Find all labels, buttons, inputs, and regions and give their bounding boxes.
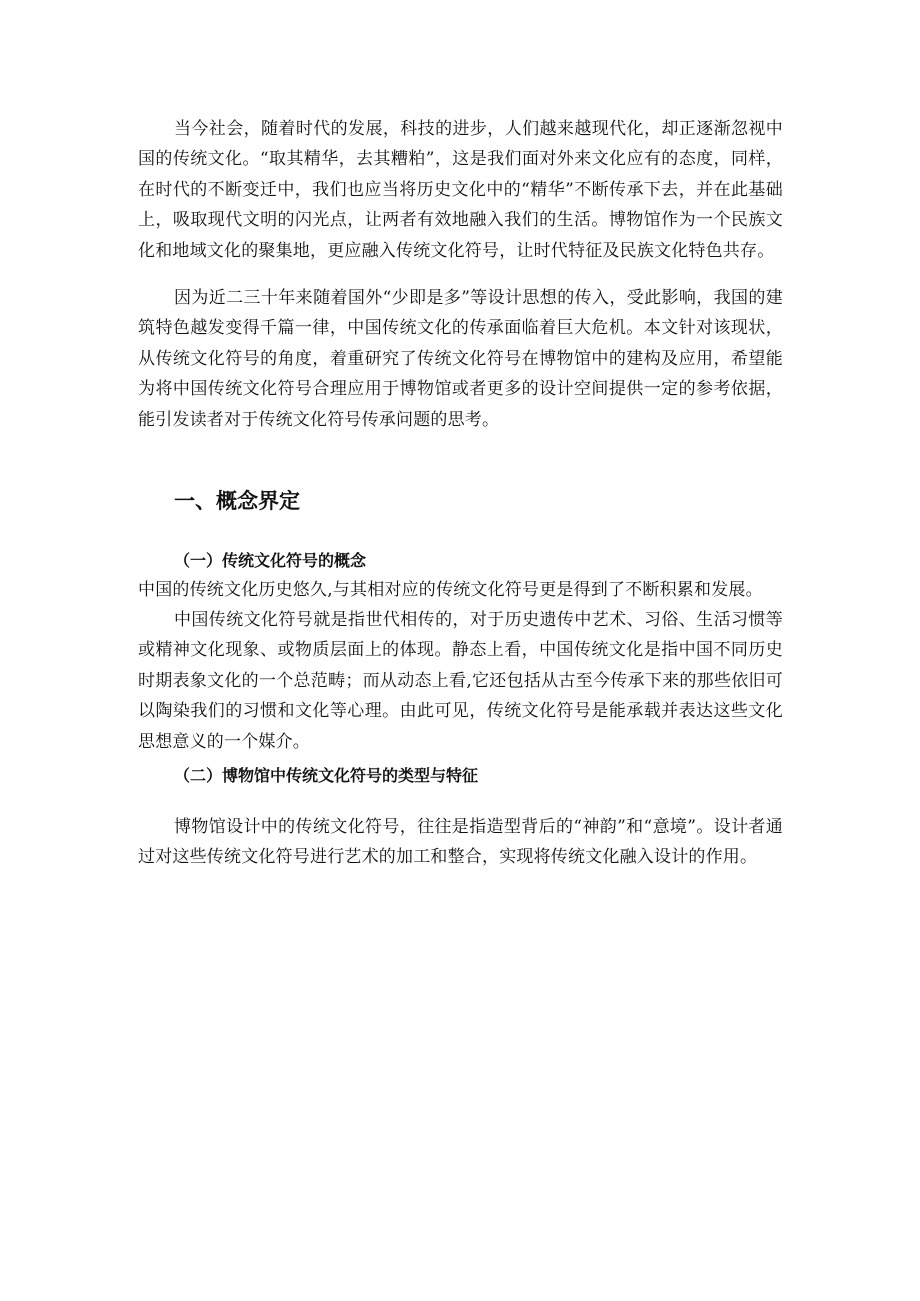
paragraph-history: 中国的传统文化历史悠久,与其相对应的传统文化符号更是得到了不断积累和发展。 <box>138 580 763 600</box>
section-heading-concept: 一、概念界定 <box>174 489 300 513</box>
intro-paragraph-2: 因为近二三十年来随着国外“少即是多”等设计思想的传入，受此影响，我国的建筑特色越发变得千篇一律，中国传统文化的传承面临着巨大危机。本文针对该现状，从传统文化符号的角度，着重研究了传统文化符号在博物馆中的建构及应用，希望能为将中国传统文化符号合理应用于博物馆或者更多的设计空间提供一定的参考依据，能引发读者对于传统文化符号传承问题的思考。 <box>138 288 783 430</box>
subsection-heading-1: （一）传统文化符号的概念 <box>174 551 367 570</box>
paragraph-museum-symbols: 博物馆设计中的传统文化符号，往往是指造型背后的“神韵”和“意境”。设计者通过对这些传统文化符号进行艺术的加工和整合，实现将传统文化融入设计的作用。 <box>138 817 783 868</box>
paragraph-definition: 中国传统文化符号就是指世代相传的，对于历史遗传中艺术、习俗、生活习惯等或精神文化现象、或物质层面上的体现。静态上看，中国传统文化是指中国不同历史时期表象文化的一个总范畴；而从动态上看,它还包括从古至今传承下来的那些依旧可以陶染我们的习惯和文化等心理。由此可见，传统文化符号是能承载并表达这些文化思想意义的一个媒介。 <box>138 610 783 752</box>
subsection-heading-2: （二）博物馆中传统文化符号的类型与特征 <box>174 766 479 785</box>
intro-paragraph-1: 当今社会，随着时代的发展，科技的进步，人们越来越现代化，却正逐渐忽视中国的传统文化。“取其精华，去其糟粕”，这是我们面对外来文化应有的态度，同样，在时代的不断变迁中，我们也应当将历史文化中的“精华”不断传承下去，并在此基础上，吸取现代文明的闪光点，让两者有效地融入我们的生活。博物馆作为一个民族文化和地域文化的聚集地，更应融入传统文化符号，让时代特征及民族文化特色共存。 <box>138 119 783 261</box>
